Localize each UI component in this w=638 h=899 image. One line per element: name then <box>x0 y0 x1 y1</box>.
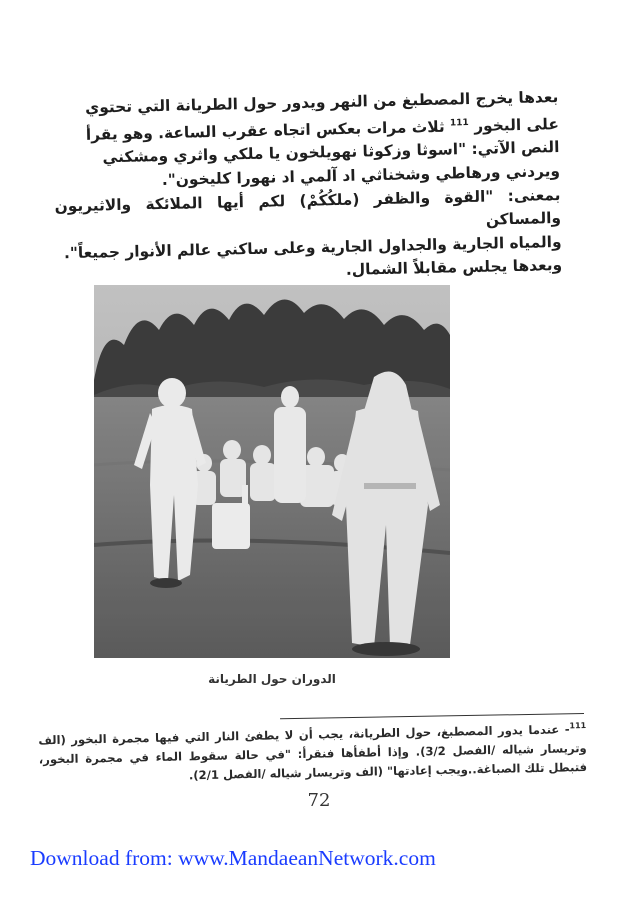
footnote-ref: 111 <box>449 117 469 129</box>
footnote <box>38 716 587 788</box>
footnote-number: 111 <box>569 720 587 731</box>
body-line: بمعنى: "القوة والظفر (ملكُكُمْ) لكم أيها الملائكة والاثيريون والمساكن <box>54 185 562 229</box>
body-line: بعدها يخرج المصطبغ من النهر ويدور حول الطريانة التي تحتوي <box>84 87 559 117</box>
footnote-text-block <box>38 716 587 788</box>
download-link[interactable]: Download from: www.MandaeanNetwork.com <box>30 846 436 870</box>
body-line: والمياه الجارية والجداول الجارية وعلى ساكني عالم الأنوار جميعاً". <box>63 232 562 262</box>
body-line: النص الآتي: "اسوثا وزكوثا نهويلخون يا ملكي واثري ومشكني <box>102 138 560 167</box>
footnote-text: - عندما يدور المصطبغ، حول الطريانة، يجب أن لا يطفئ النار التي فيها مجمرة البخور (الف وتريسار شياله /الفصل 3/2). وإذا أطفأها فنقرأ: "في حالة سقوط الماء في مجمرة البخور، فتبطل تلك الصباغة..ويجب إعادتها" (الف وتريسار شياله /الفصل 2/1). <box>38 722 588 783</box>
body-paragraph <box>52 86 562 289</box>
body-line: ويردني ورهاطي وشخناثي اد آلمي اد نهورا كليخون". <box>161 161 561 189</box>
figure-caption: الدوران حول الطريانة <box>208 672 336 686</box>
page-number: 72 <box>307 790 331 811</box>
ritual-photo <box>94 285 450 658</box>
body-line-end: ثلاث مرات بعكس اتجاه عقرب الساعة. وهو يقرأ <box>85 117 445 144</box>
body-line: وبعدها يجلس مقابلاً الشمال. <box>345 256 563 280</box>
ritual-photo-illustration <box>94 285 450 658</box>
body-line-start: على البخور <box>474 114 560 135</box>
download-watermark[interactable] <box>30 846 436 871</box>
